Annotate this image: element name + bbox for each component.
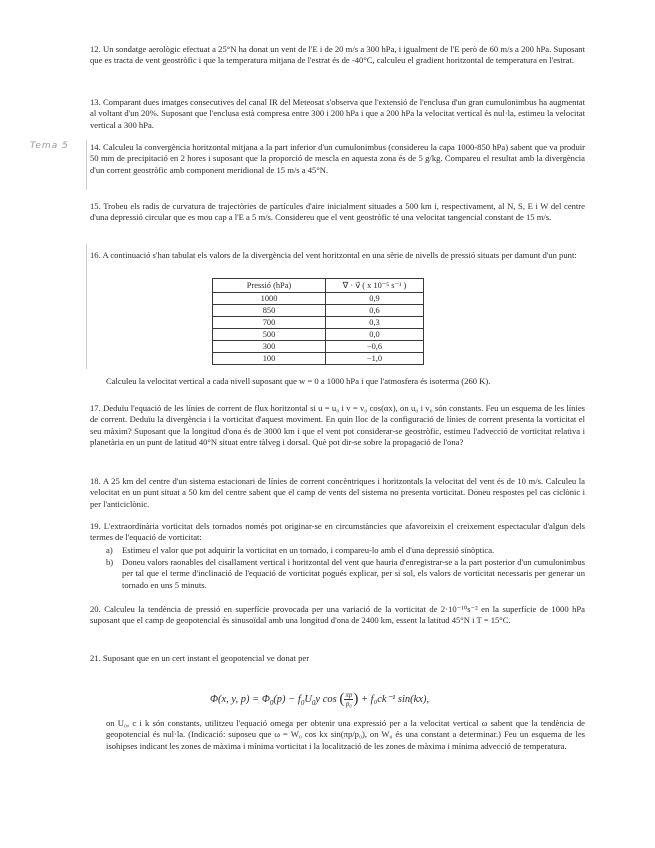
item-label: a) — [106, 545, 113, 555]
problem-text: L'extraordinària vorticitat dels tornados només pot originar-se en circumstàncies que afavoreixin el creixement espectacular d'algun dels termes de l'equació de vorticitat: — [90, 521, 585, 543]
equation-fraction: $\frac{\pi p}{\text{p₀}}$ — [345, 691, 353, 708]
item-label: b) — [106, 557, 114, 567]
table-header-pressure: Pressió (hPa) — [213, 279, 326, 293]
problem-16-followup: Calculeu la velocitat vertical a cada nivell suposant que w = 0 a 1000 hPa i que l'atmosfera és isoterma (260 K). — [106, 376, 491, 386]
table-row — [213, 317, 424, 329]
pressure-cell: 300 — [213, 341, 326, 353]
problem-20 — [90, 604, 585, 627]
divergence-cell: 0,3 — [326, 317, 424, 329]
problem-14 — [90, 142, 585, 176]
problem-text: Comparant dues imatges consecutives del canal IR del Meteosat s'observa que l'extensió de l'enclusa d'un gran cumulonimbus ha augmentat al voltant d'un 20%. Suposant que l'enclusa està compresa entre 300 i 200 hPa i que a 200 hPa la velocitat vertical és nul·la, estimeu la velocitat vertical a 300 hPa. — [90, 97, 585, 130]
table-row — [213, 353, 424, 365]
pressure-cell: 1000 — [213, 293, 326, 305]
table-row — [213, 329, 424, 341]
problem-text: Calculeu la tendència de pressió en superfície provocada per una variació de la vorticitat de 2·10⁻¹⁰s⁻² en la superfície de 1000 hPa suposant que el camp de geopotencial és sinusoïdal amb una longitud d'ona de 2400 km, essent la latitud 45°N i T = 15°C. — [90, 604, 585, 626]
problem-text: Un sondatge aerològic efectuat a 25°N ha donat un vent de l'E i de 20 m/s a 300 hPa, i igualment de l'E però de 60 m/s a 200 hPa. Suposant que es tracta de vent geostròfic i que la temperatura mitjana de l'estrat és de -40°C, calculeu el gradient horitzontal de temperatura en l'estrat. — [90, 44, 585, 66]
problem-13 — [90, 97, 585, 131]
problem-text: Deduïu l'equació de les línies de corrent de flux horitzontal si u = u₀ i v = v₀ cos(αx), on u₀ i v₀ són constants. Feu un esquema de les línies de corrent. Deduïu la divergència i la vorticitat d'aquest moviment. En quin lloc de la configuració de línies de corrent presenta la vorticitat el seu màxim? Suposant que la longitud d'ona és de 3000 km i que el vent pot considerar-se geostròfic, estimeu l'advecció de vorticitat relativa i planetària en un punt de latitud 40°N situat entre tàlveg i dorsal. Què pot dir-se sobre la propagació de l'ona? — [90, 403, 585, 448]
margin-handwritten-note: Tema 5 — [30, 141, 69, 151]
divergence-cell: −1,0 — [326, 353, 424, 365]
margin-line — [86, 140, 87, 190]
table-header-divergence: ∇ · v⃗ ( x 10⁻⁵ s⁻¹ ) — [326, 279, 424, 293]
problem-text: Trobeu els radis de curvatura de trajectòries de partícules d'aire inicialment situades a 500 km i, respectivament, al N, S, E i W del centre d'una depressió circular que es mou cap a l'E a 5 m/s. Considereu que el vent geostròfic té una velocitat tangencial constant de 15 m/s. — [90, 201, 585, 223]
geopotential-equation: Φ(x, y, $p) = \Phi_0(p) - f_0U_0y$ cos ( $\frac{\pi p}{\text{p₀}}$ ) + f₀ck⁻¹ sin(kx), — [210, 691, 430, 708]
pressure-cell: 850 — [213, 305, 326, 317]
divergence-cell: −0,6 — [326, 341, 424, 353]
problem-21 — [90, 653, 585, 664]
problem-number: 21. — [90, 653, 101, 663]
problem-21-followup: on U₀, c i k són constants, utilitzeu l'equació omega per obtenir una expressió per a la velocitat vertical ω sabent que la tendència de geopotencial és nul·la. (Indicació: suposeu que ω = W₀ cos kx sin(πp/p₀), on W₀ és una constant a determinar.) Feu un esquema de les isohipses indicant les zones de màxima i mínima vorticitat i la localització de les zones de màxima i mínima advecció de temperatura. — [106, 718, 585, 751]
problem-text: A 25 km del centre d'un sistema estacionari de línies de corrent concèntriques i horitzontals la velocitat del vent és de 10 m/s. Calculeu la velocitat en un punt situat a 50 km del centre sabent que el camp de vents del sistema no presenta vorticitat. Doneu respostes pel cas ciclònic i per l'anticiclònic. — [90, 476, 585, 509]
problem-number: 14. — [90, 142, 101, 152]
problem-number: 19. — [90, 521, 101, 531]
table-row — [213, 293, 424, 305]
problem-19-part-a: Estimeu el valor que pot adquirir la vorticitat en un tornado, i compareu-lo amb el d'una depressió sinòptica. — [122, 545, 495, 555]
problem-15 — [90, 201, 585, 224]
divergence-cell: 0,6 — [326, 305, 424, 317]
pressure-cell: 500 — [213, 329, 326, 341]
problem-19 — [90, 521, 585, 544]
divergence-table — [212, 278, 424, 365]
problem-19-part-b: Doneu valors raonables del cisallament vertical i horitzontal del vent que hauria d'enregistrar-se a la part posterior d'un cumulonimbus per tal que el terme d'inclinació de l'equació de vorticitat pogués explicar, per si sol, els valors de vorticitat necessaris per generar un tornado en uns 5 minuts. — [122, 557, 585, 590]
problem-number: 20. — [90, 604, 101, 614]
problem-text: Calculeu la convergència horitzontal mitjana a la part inferior d'un cumulonimbus (considereu la capa 1000-850 hPa) sabent que va produir 50 mm de precipitació en 2 hores i suposant que la proporció de mescla en aquesta zona és de 5 g/kg. Compareu el resultat amb la divergència d'un corrent geostròfic amb component meridional de 15 m/s a 45°N. — [90, 142, 585, 175]
problem-16 — [90, 250, 585, 261]
problem-number: 15. — [90, 201, 101, 211]
pressure-cell: 100 — [213, 353, 326, 365]
problem-text: Suposant que en un cert instant el geopotencial ve donat per — [102, 653, 310, 663]
pressure-cell: 700 — [213, 317, 326, 329]
problem-number: 13. — [90, 97, 101, 107]
problem-12 — [90, 44, 585, 67]
divergence-cell: 0,9 — [326, 293, 424, 305]
table-row — [213, 305, 424, 317]
problem-number: 12. — [90, 44, 101, 54]
problem-number: 17. — [90, 403, 101, 413]
problem-number: 16. — [90, 250, 101, 260]
problem-number: 18. — [90, 476, 101, 486]
margin-line — [86, 244, 87, 369]
divergence-cell: 0,0 — [326, 329, 424, 341]
table-row — [213, 341, 424, 353]
problem-18 — [90, 476, 585, 510]
problem-text: A continuació s'han tabulat els valors de la divergència del vent horitzontal en una sèrie de nivells de pressió situats per damunt d'un punt: — [102, 250, 577, 260]
problem-17 — [90, 403, 585, 449]
